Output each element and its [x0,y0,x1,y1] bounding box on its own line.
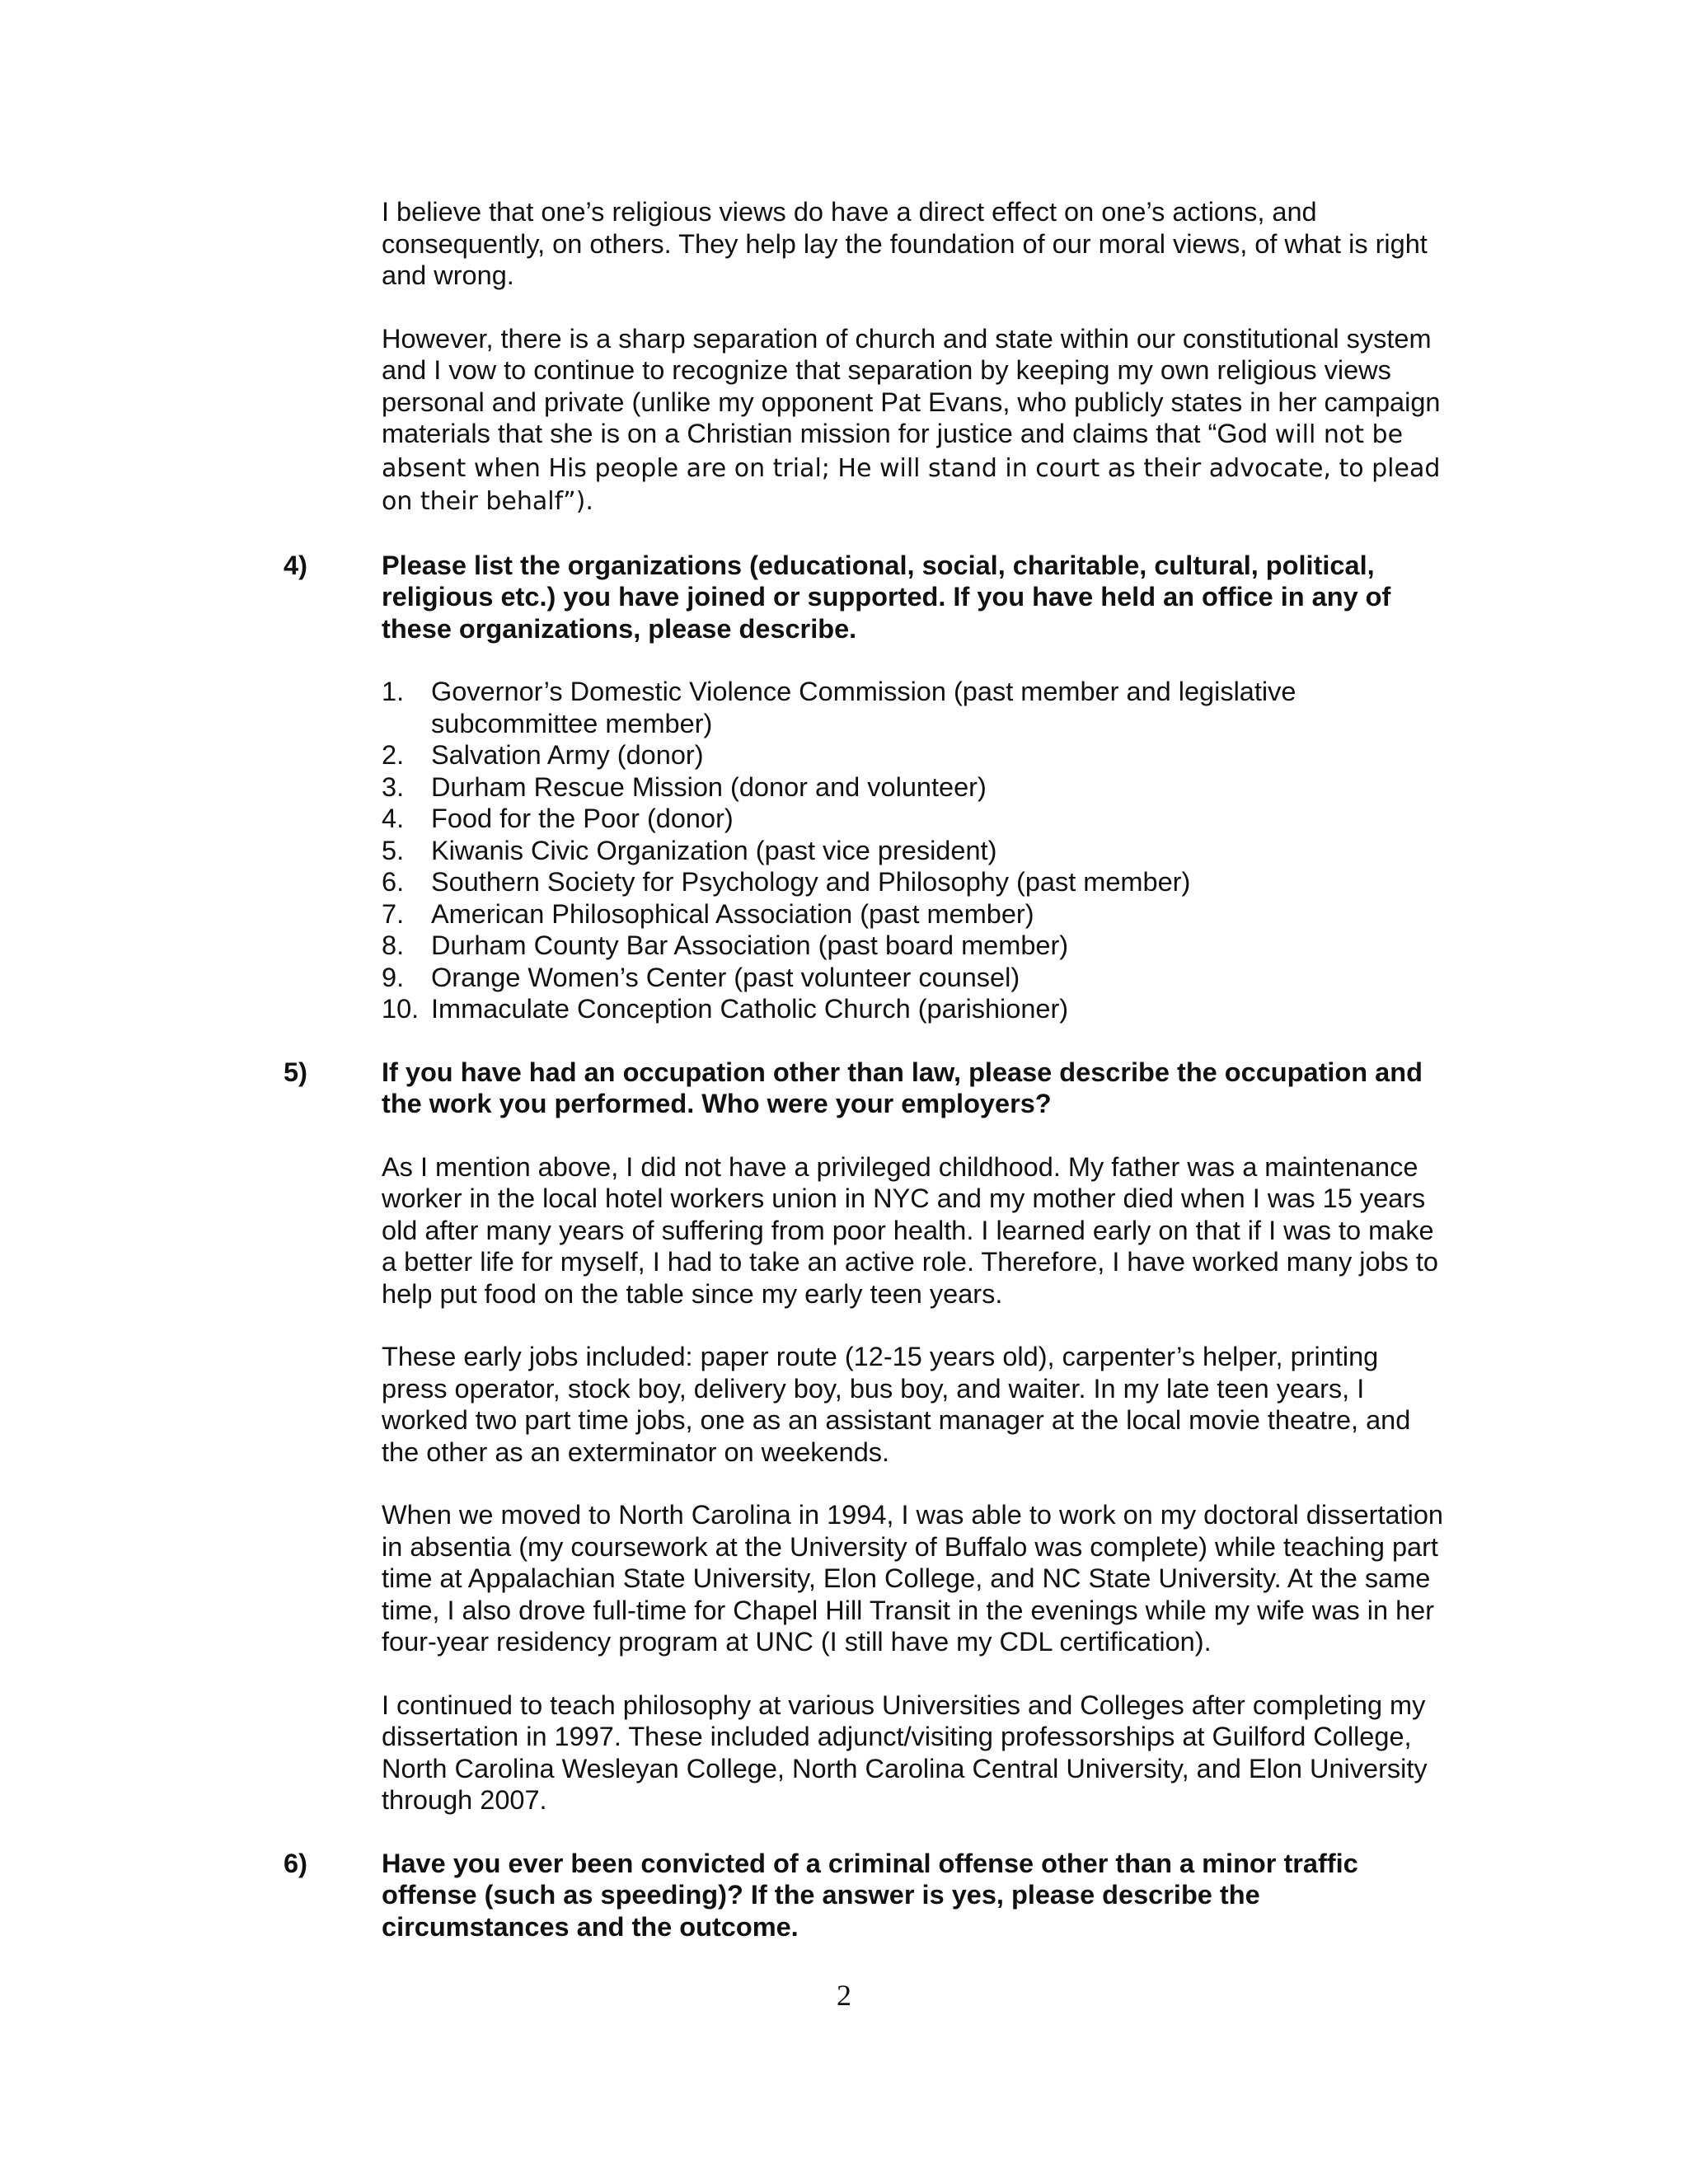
question-number: 4) [284,550,307,580]
question-5 [284,1057,1445,1120]
paragraph-early-jobs: These early jobs included: paper route (12-15 years old), carpenter’s helper, printing press operator, stock boy, delivery boy, bus boy, and waiter. In my late teen years, I worked two part time jobs, one as an assistant manager at the local movie theatre, and the other as an exterminator on weekends. [382,1342,1411,1467]
list-item [382,993,1445,1025]
list-item [382,676,1445,739]
list-item [382,835,1445,867]
question-6 [284,1848,1445,1943]
paragraph-religious-views: I believe that one’s religious views do have a direct effect on one’s actions, and consequently, on others. They help lay the foundation of our moral views, of what is right and wrong. [382,197,1428,290]
page-number: 2 [837,1979,851,2012]
paragraph-teaching: I continued to teach philosophy at various Universities and Colleges after completing my dissertation in 1997. These included adjunct/visiting professorships at Guilford College, North Carolina Wesleyan College, North Carolina Central University, and Elon University through 2007. [382,1690,1428,1815]
question-4 [284,550,1445,645]
list-item-number: 5. [382,835,405,865]
list-item-number: 4. [382,804,405,833]
document-body [284,196,1445,1974]
list-item [382,739,1445,771]
question-text: If you have had an occupation other than law, please describe the occupation and the work you performed. Who were your employers? [382,1057,1423,1118]
list-item-text: American Philosophical Association (past member) [431,898,1034,929]
paragraph-church-state-quote: will not be absent when His people are on trial; He will stand in court as their advocate, to plead on their behalf”). [382,420,1441,516]
list-item-number: 6. [382,867,405,897]
list-item-text: Southern Society for Psychology and Philosophy (past member) [431,867,1191,897]
question-number: 6) [284,1848,307,1878]
question-number: 5) [284,1057,307,1087]
list-item-text: Orange Women’s Center (past volunteer counsel) [431,962,1020,992]
list-item-text: Durham County Bar Association (past board member) [431,930,1069,960]
question-text: Please list the organizations (educational, social, charitable, cultural, political, religious etc.) you have joined or supported. If you have held an office in any of these organizations, please describe. [382,550,1391,644]
list-item-number: 1. [382,677,405,706]
list-item-number: 10. [382,994,420,1024]
list-item-number: 2. [382,740,405,770]
list-item-text: Governor’s Domestic Violence Commission (past member and legislative subcommittee member) [431,677,1296,738]
list-item-number: 8. [382,930,405,960]
list-item-number: 9. [382,962,405,992]
list-item [382,930,1445,962]
list-item [382,962,1445,994]
list-item-text: Durham Rescue Mission (donor and volunteer) [431,771,987,802]
question-text: Have you ever been convicted of a criminal offense other than a minor traffic offense (such as speeding)? If the answer is yes, please describe the circumstances and the outcome. [382,1848,1358,1942]
list-item [382,898,1445,930]
paragraph-church-state-main: However, there is a sharp separation of church and state within our constitutional system and I vow to continue to recognize that separation by keeping my own religious views personal and private (unlike my opponent Pat Evans, who publicly states in her campaign materials that she is on a Christian mission for justice and claims that “God [382,323,1441,448]
list-item-text: Immaculate Conception Catholic Church (parishioner) [431,994,1069,1024]
list-item-text: Food for the Poor (donor) [431,804,734,833]
list-item-number: 7. [382,898,405,929]
paragraph-childhood: As I mention above, I did not have a privileged childhood. My father was a maintenance worker in the local hotel workers union in NYC and my mother died when I was 15 years old after many years of suffering from poor health. I learned early on that if I was to make a better life for myself, I had to take an active role. Therefore, I have worked many jobs to help put food on the table since my early teen years. [382,1151,1438,1309]
paragraph-north-carolina: When we moved to North Carolina in 1994, I was able to work on my doctoral dissertation in absentia (my coursework at the University of Buffalo was complete) while teaching part time at Appalachian State University, Elon College, and NC State University. At the same time, I also drove full-time for Chapel Hill Transit in the evenings while my wife was in her four-year residency program at UNC (I still have my CDL certification). [382,1500,1443,1657]
paragraph-church-state [382,323,1445,518]
list-item [382,866,1445,898]
list-item-text: Salvation Army (donor) [431,740,704,770]
list-item-text: Kiwanis Civic Organization (past vice president) [431,835,997,865]
list-item [382,803,1445,835]
list-item [382,771,1445,804]
organizations-list [382,676,1445,1025]
list-item-number: 3. [382,771,405,802]
